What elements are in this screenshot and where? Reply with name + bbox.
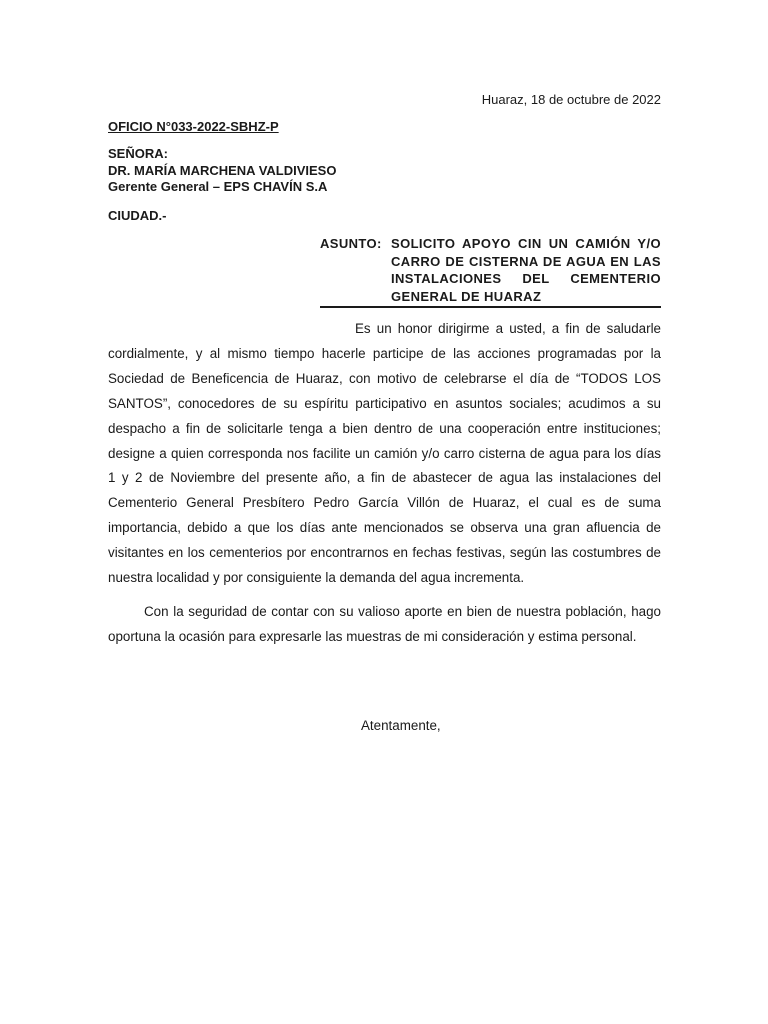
oficio-number: OFICIO N°033-2022-SBHZ-P xyxy=(108,119,279,134)
recipient-name: DR. MARÍA MARCHENA VALDIVIESO xyxy=(108,162,337,178)
body-paragraph-1: Es un honor dirigirme a usted, a fin de saludarle cordialmente, y al mismo tiempo hacerle participe de las acciones programadas por la Sociedad de Beneficencia de Huaraz, con motivo de celebrarse el día de “TODOS LOS SANTOS”, conocedores de su espíritu participativo en asuntos sociales; acudimos a su despacho a fin de solicitarle tenga a bien dentro de una cooperación entre instituciones; designe a quien corresponda nos facilite un camión y/o carro cisterna de agua para los días 1 y 2 de Noviembre del presente año, a fin de abastecer de agua las instalaciones del Cementerio General Presbítero Pedro García Villón de Huaraz, el cual es de suma importancia, debido a que los días ante mencionados se observa una gran afluencia de visitantes en los cementerios por encontrarnos en fechas festivas, según las costumbres de nuestra localidad y por consiguiente la demanda del agua incrementa. xyxy=(108,321,661,586)
recipient-position: Gerente General – EPS CHAVÍN S.A xyxy=(108,179,328,194)
recipient-block xyxy=(108,146,336,196)
letter-date: Huaraz, 18 de octubre de 2022 xyxy=(481,92,661,107)
subject-text: SOLICITO APOYO CIN UN CAMIÓN Y/O CARRO DE CISTERNA DE AGUA EN LAS INSTALACIONES DEL CEMENTERIO GENERAL DE HUARAZ xyxy=(391,236,661,304)
recipient-salutation: SEÑORA: xyxy=(108,146,168,161)
recipient-city: CIUDAD.- xyxy=(108,208,167,223)
closing-salutation: Atentamente, xyxy=(361,718,441,733)
subject-block xyxy=(320,235,661,308)
subject-label: ASUNTO: xyxy=(320,236,382,251)
letter-body xyxy=(108,317,661,650)
body-paragraph-2: Con la seguridad de contar con su valioso aporte en bien de nuestra población, hago oportuna la ocasión para expresarle las muestras de mi consideración y estima personal. xyxy=(108,603,661,644)
